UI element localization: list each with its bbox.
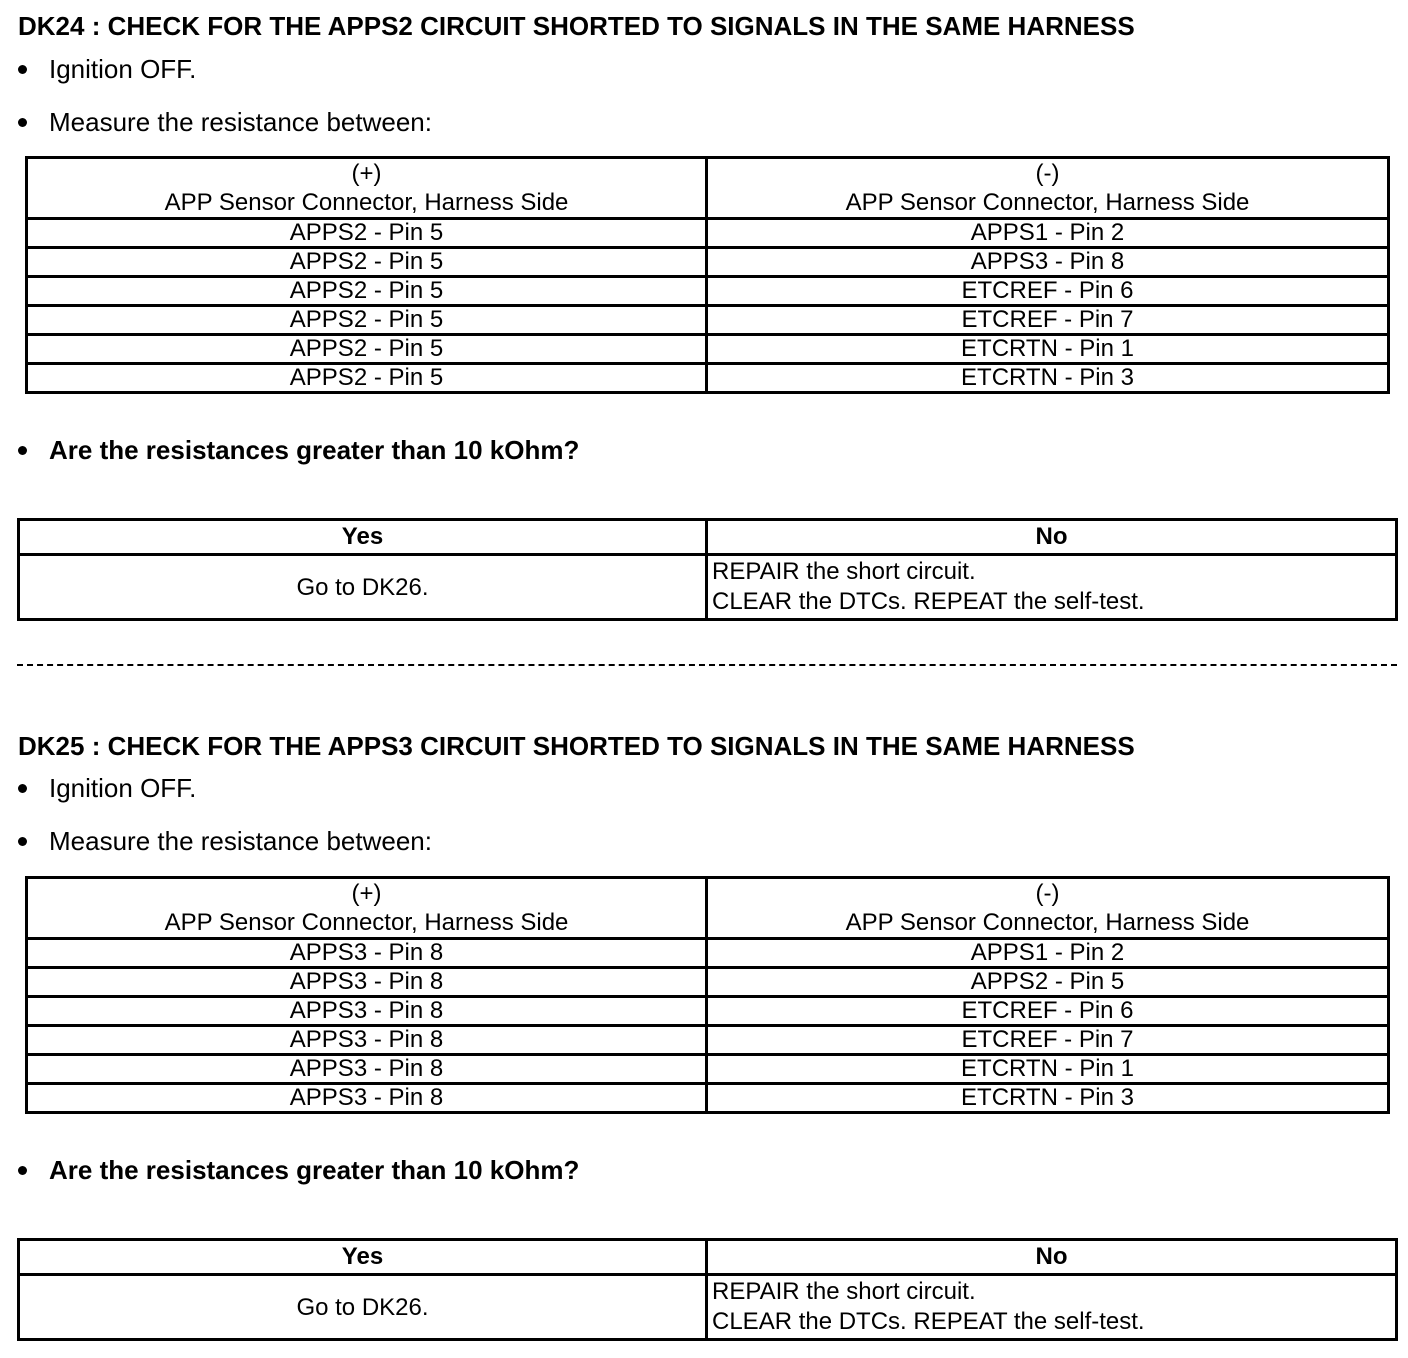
- table-row: [27, 219, 1389, 248]
- table-row: [27, 939, 1389, 968]
- table-header-row: [27, 878, 1389, 939]
- yes-no-action-row: [19, 555, 1397, 620]
- header-label: APP Sensor Connector, Harness Side: [845, 189, 1250, 216]
- table-row: [27, 364, 1389, 393]
- step-measure: [18, 826, 432, 856]
- cell-negative: ETCREF - Pin 7: [707, 306, 1389, 335]
- no-action-line: CLEAR the DTCs. REPEAT the self-test.: [712, 1308, 1145, 1335]
- yes-header: Yes: [19, 1240, 707, 1275]
- section-title-dk25: DK25 : CHECK FOR THE APPS3 CIRCUIT SHORTED TO SIGNALS IN THE SAME HARNESS: [18, 731, 1135, 761]
- yes-no-header-row: [19, 1240, 1397, 1275]
- cell-positive: APPS3 - Pin 8: [27, 968, 707, 997]
- header-negative: [707, 158, 1389, 219]
- table-row: [27, 277, 1389, 306]
- cell-negative: ETCRTN - Pin 3: [707, 364, 1389, 393]
- no-action: [707, 1275, 1397, 1340]
- section-title-dk24: DK24 : CHECK FOR THE APPS2 CIRCUIT SHORTED TO SIGNALS IN THE SAME HARNESS: [18, 11, 1135, 41]
- cell-negative: APPS3 - Pin 8: [707, 248, 1389, 277]
- yes-no-table-dk25: [17, 1238, 1398, 1341]
- step-text: Measure the resistance between:: [49, 107, 432, 137]
- cell-negative: ETCRTN - Pin 1: [707, 1055, 1389, 1084]
- question-resistance: [18, 1155, 579, 1185]
- cell-positive: APPS2 - Pin 5: [27, 306, 707, 335]
- no-action-line: REPAIR the short circuit.: [712, 1278, 976, 1305]
- table-row: [27, 1084, 1389, 1113]
- table-row: [27, 968, 1389, 997]
- header-label: APP Sensor Connector, Harness Side: [845, 909, 1250, 936]
- table-header-row: [27, 158, 1389, 219]
- cell-positive: APPS3 - Pin 8: [27, 1026, 707, 1055]
- cell-positive: APPS3 - Pin 8: [27, 1055, 707, 1084]
- header-sign: (-): [1035, 160, 1060, 187]
- measurement-table-dk25: [25, 876, 1390, 1114]
- step-ignition-off: [18, 773, 196, 803]
- table-row: [27, 1055, 1389, 1084]
- yes-no-action-row: [19, 1275, 1397, 1340]
- cell-negative: ETCREF - Pin 6: [707, 277, 1389, 306]
- cell-negative: ETCREF - Pin 7: [707, 1026, 1389, 1055]
- cell-negative: ETCREF - Pin 6: [707, 997, 1389, 1026]
- header-sign: (+): [351, 160, 382, 187]
- cell-positive: APPS2 - Pin 5: [27, 364, 707, 393]
- cell-positive: APPS2 - Pin 5: [27, 335, 707, 364]
- step-measure: [18, 107, 432, 137]
- cell-negative: ETCRTN - Pin 1: [707, 335, 1389, 364]
- question-text: Are the resistances greater than 10 kOhm?: [49, 1155, 580, 1185]
- cell-positive: APPS3 - Pin 8: [27, 939, 707, 968]
- table-row: [27, 248, 1389, 277]
- step-text: Ignition OFF.: [49, 54, 197, 84]
- step-text: Measure the resistance between:: [49, 826, 432, 856]
- yes-action: Go to DK26.: [19, 555, 707, 620]
- yes-no-table-dk24: [17, 518, 1398, 621]
- cell-negative: APPS2 - Pin 5: [707, 968, 1389, 997]
- cell-positive: APPS2 - Pin 5: [27, 277, 707, 306]
- no-header: No: [707, 520, 1397, 555]
- table-row: [27, 335, 1389, 364]
- bullet-dot-icon: [18, 118, 27, 127]
- cell-positive: APPS3 - Pin 8: [27, 997, 707, 1026]
- cell-positive: APPS2 - Pin 5: [27, 219, 707, 248]
- measurement-table-dk24: [25, 156, 1390, 394]
- bullet-dot-icon: [18, 837, 27, 846]
- no-action: [707, 555, 1397, 620]
- yes-action: Go to DK26.: [19, 1275, 707, 1340]
- bullet-dot-icon: [18, 1166, 27, 1175]
- bullet-dot-icon: [18, 65, 27, 74]
- header-positive: [27, 878, 707, 939]
- section-divider: [17, 664, 1397, 666]
- bullet-dot-icon: [18, 446, 27, 455]
- step-ignition-off: [18, 54, 196, 84]
- step-text: Ignition OFF.: [49, 773, 197, 803]
- header-sign: (-): [1035, 880, 1060, 907]
- question-text: Are the resistances greater than 10 kOhm?: [49, 435, 580, 465]
- no-action-line: CLEAR the DTCs. REPEAT the self-test.: [712, 588, 1145, 615]
- yes-header: Yes: [19, 520, 707, 555]
- cell-positive: APPS3 - Pin 8: [27, 1084, 707, 1113]
- question-resistance: [18, 435, 579, 465]
- no-action-line: REPAIR the short circuit.: [712, 558, 976, 585]
- header-label: APP Sensor Connector, Harness Side: [164, 189, 569, 216]
- header-negative: [707, 878, 1389, 939]
- header-sign: (+): [351, 880, 382, 907]
- cell-negative: ETCRTN - Pin 3: [707, 1084, 1389, 1113]
- header-label: APP Sensor Connector, Harness Side: [164, 909, 569, 936]
- cell-negative: APPS1 - Pin 2: [707, 219, 1389, 248]
- no-header: No: [707, 1240, 1397, 1275]
- table-row: [27, 1026, 1389, 1055]
- table-row: [27, 306, 1389, 335]
- table-row: [27, 997, 1389, 1026]
- bullet-dot-icon: [18, 784, 27, 793]
- header-positive: [27, 158, 707, 219]
- yes-no-header-row: [19, 520, 1397, 555]
- cell-negative: APPS1 - Pin 2: [707, 939, 1389, 968]
- cell-positive: APPS2 - Pin 5: [27, 248, 707, 277]
